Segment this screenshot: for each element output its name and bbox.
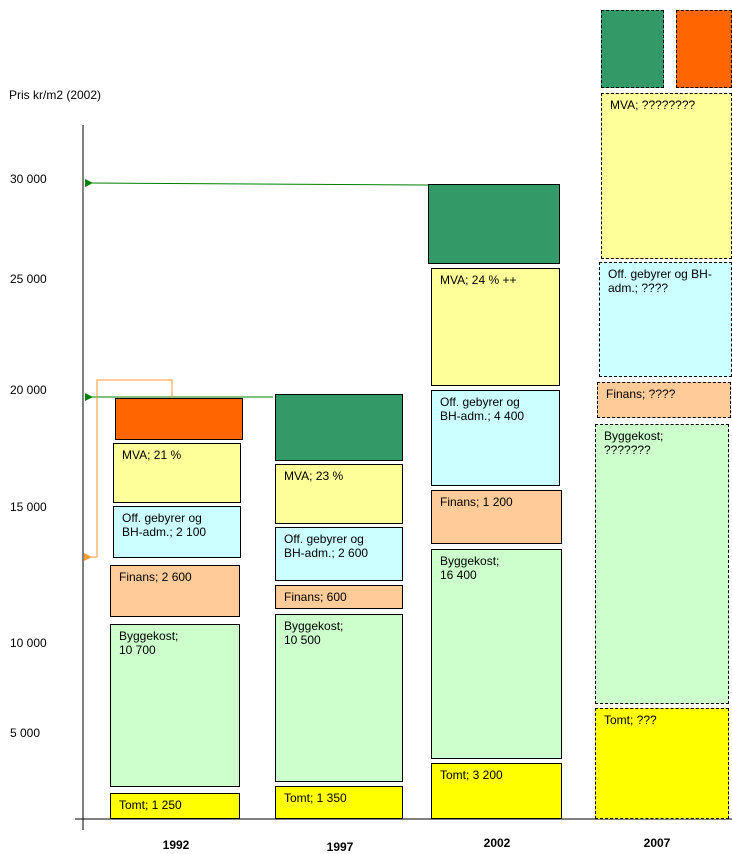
bar-1997-finans: Finans; 600 — [275, 585, 403, 609]
bar-1992-byggekost: Byggekost; 10 700 — [110, 624, 240, 787]
bar-2002-mva: MVA; 24 % ++ — [431, 268, 560, 386]
bar-2007-mva: MVA; ???????? — [601, 93, 732, 259]
bar-1992-tomt: Tomt; 1 250 — [110, 793, 240, 819]
bar-1992-off: Off. gebyrer og BH-adm.; 2 100 — [113, 506, 241, 558]
bar-1997-tomt: Tomt; 1 350 — [275, 786, 403, 819]
bar-2007-byggekost: Byggekost; ??????? — [595, 424, 729, 704]
y-axis-title: Pris kr/m2 (2002) — [9, 88, 102, 102]
bar-2007-off: Off. gebyrer og BH- adm.; ???? — [599, 262, 732, 377]
bar-1992-mva: MVA; 21 % — [113, 443, 241, 503]
bar-2007-tomt: Tomt; ??? — [595, 708, 729, 819]
bar-1997-off: Off. gebyrer og BH-adm.; 2 600 — [275, 527, 403, 581]
bar-1992-finans: Finans; 2 600 — [110, 565, 240, 617]
bar-1997-green — [275, 394, 403, 461]
bar-1997-mva: MVA; 23 % — [275, 464, 403, 524]
bar-2007-orange — [676, 10, 732, 88]
y-tick-label: 15 000 — [10, 500, 47, 514]
y-tick-label: 10 000 — [10, 636, 47, 650]
bar-2002-byggekost: Byggekost; 16 400 — [431, 549, 562, 759]
bar-2002-off: Off. gebyrer og BH-adm.; 4 400 — [431, 390, 560, 486]
bar-1992-orange — [115, 398, 243, 440]
y-tick-label: 30 000 — [10, 172, 47, 186]
x-tick-label: 1992 — [162, 838, 190, 852]
x-tick-label: 2007 — [643, 836, 671, 850]
bar-2002-finans: Finans; 1 200 — [431, 490, 562, 544]
bar-2002-green — [428, 184, 560, 264]
bar-1997-byggekost: Byggekost; 10 500 — [275, 614, 403, 782]
x-tick-label: 1997 — [326, 840, 354, 854]
y-tick-label: 5 000 — [10, 726, 41, 740]
x-tick-label: 2002 — [483, 836, 511, 850]
bar-2007-green — [601, 10, 664, 88]
y-tick-label: 25 000 — [10, 272, 47, 286]
bar-2002-tomt: Tomt; 3 200 — [431, 763, 562, 819]
y-tick-label: 20 000 — [10, 383, 47, 397]
bar-2007-finans: Finans; ???? — [597, 382, 731, 418]
arrow-2002-total — [92, 183, 428, 185]
